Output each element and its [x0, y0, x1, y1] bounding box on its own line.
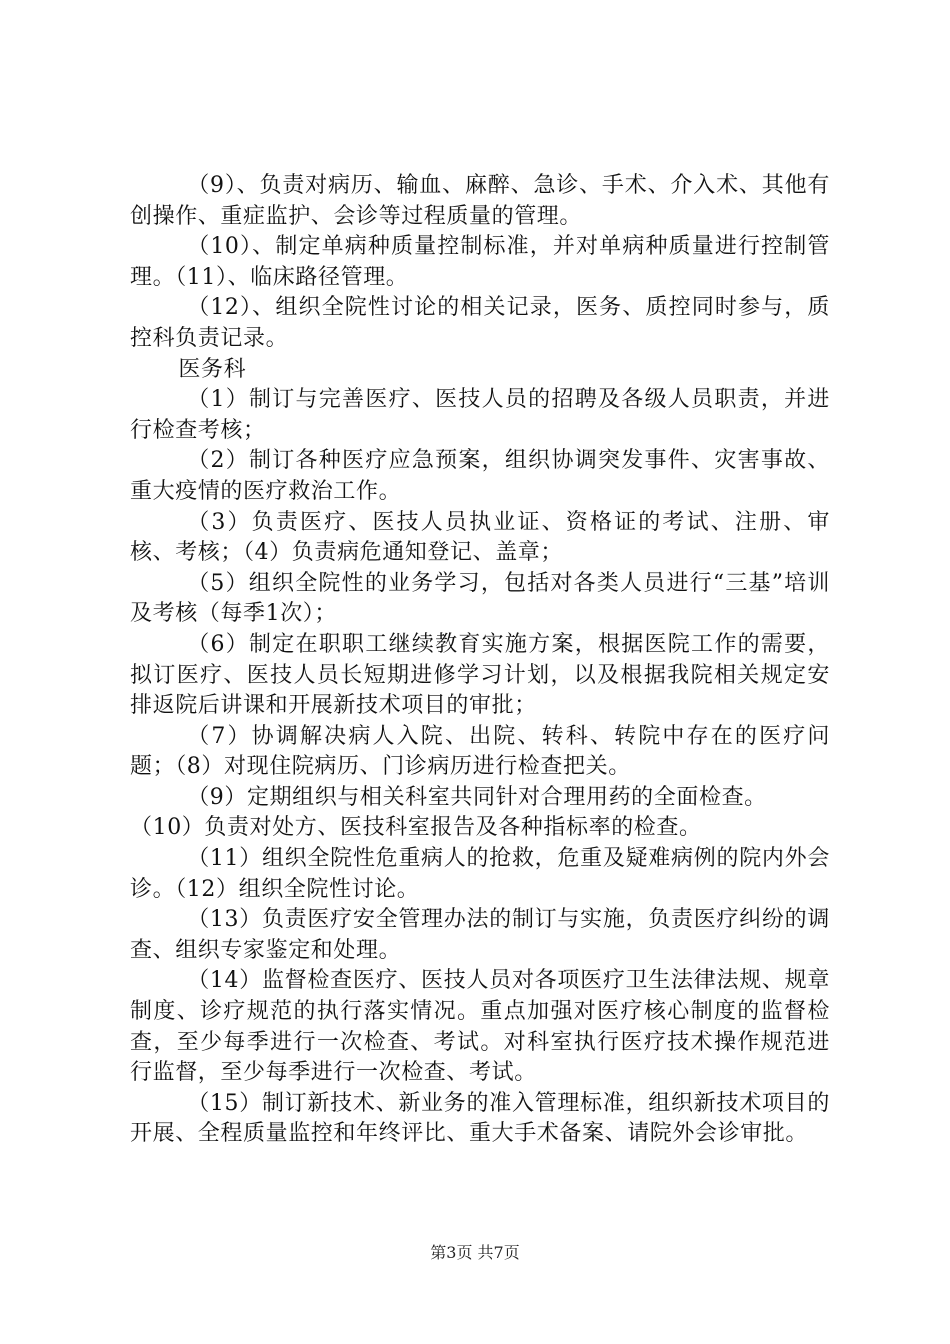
section-heading: 医务科 — [178, 356, 247, 382]
document-body — [130, 171, 830, 1150]
paragraph: （2）制订各种医疗应急预案，组织协调突发事件、灾害事故、重大疫情的医疗救治工作。 — [130, 448, 830, 504]
paragraph: （9）、负责对病历、输血、麻醉、急诊、手术、介入术、其他有创操作、重症监护、会诊等过程质量的管理。 — [130, 173, 830, 229]
paragraph: （7）协调解决病人入院、出院、转科、转院中存在的医疗问题；（8）对现住院病历、门诊病历进行检查把关。 — [130, 723, 830, 780]
paragraph: （15）制订新技术、新业务的准入管理标准，组织新技术项目的开展、全程质量监控和年终评比、重大手术备案、请院外会诊审批。 — [130, 1090, 830, 1147]
paragraph: （12）、组织全院性讨论的相关记录，医务、质控同时参与，质控科负责记录。 — [130, 295, 830, 351]
paragraph: （10）负责对处方、医技科室报告及各种指标率的检查。 — [130, 815, 702, 841]
paragraph: （3）负责医疗、医技人员执业证、资格证的考试、注册、审核、考核；（4）负责病危通知登记、盖章； — [130, 509, 830, 566]
paragraph: （1）制订与完善医疗、医技人员的招聘及各级人员职责，并进行检查考核； — [130, 387, 830, 443]
paragraph: （5）组织全院性的业务学习，包括对各类人员进行“三基”培训及考核（每季1次）； — [130, 570, 830, 627]
paragraph: （9）定期组织与相关科室共同针对合理用药的全面检查。 — [187, 784, 767, 810]
paragraph: （11）组织全院性危重病人的抢救，危重及疑难病例的院内外会诊。（12）组织全院性讨论。 — [130, 846, 830, 902]
paragraph: （10）、制定单病种质量控制标准，并对单病种质量进行控制管理。（11）、临床路径管理。 — [130, 234, 830, 290]
paragraph: （14）监督检查医疗、医技人员对各项医疗卫生法律法规、规章制度、诊疗规范的执行落实情况。重点加强对医疗核心制度的监督检查，至少每季进行一次检查、考试。对科室执行医疗技术操作规范进行监督，至少每季进行一次检查、考试。 — [130, 968, 830, 1086]
paragraph: （13）负责医疗安全管理办法的制订与实施，负责医疗纠纷的调查、组织专家鉴定和处理。 — [130, 907, 830, 963]
paragraph: （6）制定在职职工继续教育实施方案，根据医院工作的需要，拟订医疗、医技人员长短期进修学习计划，以及根据我院相关规定安排返院后讲课和开展新技术项目的审批； — [130, 631, 830, 719]
page-number: 第3页 共7页 — [430, 1243, 520, 1262]
